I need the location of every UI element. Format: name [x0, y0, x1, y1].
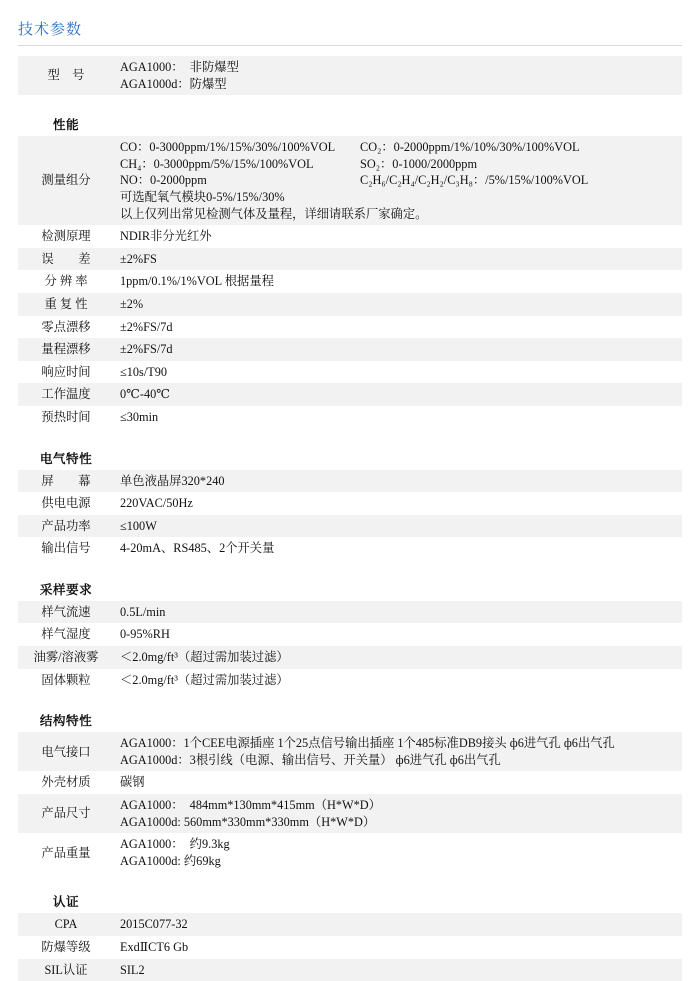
table-row-shell-material — [18, 771, 682, 794]
specifications-table — [18, 56, 682, 981]
section-title-certification: 认证 — [52, 895, 80, 910]
table-row-particulates — [18, 669, 682, 692]
table-row-output-signal — [18, 537, 682, 560]
row-value-ex-rating: ExdⅡCT6 Gb — [120, 940, 189, 954]
row-value-components — [114, 136, 682, 225]
row-label-electrical-interface: 电气接口 — [18, 732, 114, 771]
table-row-principle — [18, 225, 682, 248]
table-row-oil-mist — [18, 646, 682, 669]
row-label-model: 型 号 — [18, 56, 114, 95]
spacer — [18, 429, 682, 441]
component-co2: CO₂：0-2000ppm/1%/10%/30%/100%VOL — [360, 140, 580, 155]
interface-line-1: AGA1000：1个CEE电源插座 1个25点信号输出插座 1个485标准DB9接头 ф6进气孔 ф6出气孔 — [120, 736, 615, 751]
row-label-particulates: 固体颗粒 — [41, 672, 91, 687]
row-value-weight — [114, 833, 682, 872]
table-row-ex-rating — [18, 936, 682, 959]
section-header-electrical — [18, 441, 682, 470]
table-row-working-temperature — [18, 383, 682, 406]
components-row-2 — [120, 156, 676, 173]
row-value-warmup-time: ≤30min — [120, 409, 159, 424]
spacer — [18, 691, 682, 703]
row-label-cpa: CPA — [18, 913, 114, 936]
table-row-screen — [18, 470, 682, 493]
spacer — [18, 872, 682, 884]
table-row-sil — [18, 959, 682, 981]
table-row-resolution — [18, 270, 682, 293]
row-value-principle: NDIR非分光红外 — [120, 229, 212, 244]
table-row-power-rating — [18, 515, 682, 538]
row-label-shell-material: 外壳材质 — [41, 775, 91, 790]
row-label-weight: 产品重量 — [41, 845, 91, 860]
section-header-sampling — [18, 572, 682, 601]
component-so2: SO₂：0-1000/2000ppm — [360, 156, 478, 171]
components-row-1 — [120, 139, 676, 156]
row-value-response-time: ≤10s/T90 — [120, 364, 168, 379]
row-value-screen: 单色液晶屏320*240 — [114, 470, 682, 493]
row-value-sample-humidity: 0-95%RH — [120, 627, 170, 642]
components-note-2: 以上仅列出常见检测气体及量程，详细请联系厂家确定。 — [120, 206, 428, 221]
row-label-resolution: 分 辨 率 — [44, 274, 88, 289]
row-label-screen: 屏 幕 — [18, 470, 114, 493]
table-row-cpa — [18, 913, 682, 936]
table-row-dimensions — [18, 794, 682, 833]
row-value-sample-flow: 0.5L/min — [114, 601, 682, 624]
title-divider — [18, 45, 682, 46]
row-label-principle: 检测原理 — [41, 229, 91, 244]
row-value-span-drift: ±2%FS/7d — [114, 338, 682, 361]
row-value-cpa: 2015C077-32 — [114, 913, 682, 936]
table-row-power-supply — [18, 492, 682, 515]
section-header-performance — [18, 107, 682, 136]
row-label-sample-humidity: 样气湿度 — [41, 627, 91, 642]
components-note-1: 可选配氧气模块0-5%/15%/30% — [120, 189, 285, 204]
section-title-electrical: 电气特性 — [39, 451, 93, 466]
components-row-3 — [120, 172, 676, 189]
row-value-particulates: ＜2.0mg/ft³（超过需加装过滤） — [120, 672, 289, 687]
table-row-response-time — [18, 361, 682, 384]
model-line-1: AGA1000： 非防爆型 — [120, 60, 239, 74]
row-label-warmup-time: 预热时间 — [41, 409, 91, 424]
row-label-working-temperature: 工作温度 — [18, 383, 114, 406]
row-value-dimensions — [114, 794, 682, 833]
section-title-sampling: 采样要求 — [39, 582, 93, 597]
row-value-shell-material: 碳钢 — [120, 775, 145, 790]
interface-line-2: AGA1000d：3根引线（电源、输出信号、开关量） ф6进气孔 ф6出气孔 — [120, 752, 501, 767]
component-co: CO：0-3000ppm/1%/15%/30%/100%VOL — [120, 140, 336, 155]
row-label-zero-drift: 零点漂移 — [41, 319, 91, 334]
table-row-zero-drift — [18, 316, 682, 339]
row-label-sil: SIL认证 — [18, 959, 114, 981]
dimensions-line-1: AGA1000： 484mm*130mm*415mm（H*W*D） — [120, 798, 381, 813]
weight-line-2: AGA1000d: 约69kg — [120, 853, 221, 868]
table-row-warmup-time — [18, 406, 682, 429]
table-row-repeatability — [18, 293, 682, 316]
model-line-2: AGA1000d：防爆型 — [120, 76, 227, 91]
section-header-structure — [18, 703, 682, 732]
row-label-span-drift: 量程漂移 — [18, 338, 114, 361]
component-hydrocarbons: C₂H₆/C₂H₄/C₂H₂/C₃H₈：/5%/15%/100%VOL — [360, 173, 589, 188]
component-ch4: CH₄：0-3000ppm/5%/15%/100%VOL — [120, 156, 314, 171]
row-value-error: ±2%FS — [114, 248, 682, 271]
row-value-oil-mist: ＜2.0mg/ft³（超过需加装过滤） — [114, 646, 682, 669]
spacer — [18, 95, 682, 107]
row-value-sil: SIL2 — [114, 959, 682, 981]
table-row-model — [18, 56, 682, 95]
table-row-weight — [18, 833, 682, 872]
table-row-electrical-interface — [18, 732, 682, 771]
row-label-sample-flow: 样气流速 — [18, 601, 114, 624]
row-value-zero-drift: ±2%FS/7d — [120, 319, 173, 334]
table-row-error — [18, 248, 682, 271]
section-header-certification — [18, 884, 682, 913]
spacer — [18, 560, 682, 572]
row-label-output-signal: 输出信号 — [41, 541, 91, 556]
row-value-working-temperature: 0℃-40℃ — [114, 383, 682, 406]
row-value-electrical-interface — [114, 732, 682, 771]
row-label-components: 测量组分 — [18, 136, 114, 225]
row-value-power-supply: 220VAC/50Hz — [120, 496, 193, 511]
page-title: 技术参数 — [18, 21, 83, 38]
row-value-repeatability: ±2% — [114, 293, 682, 316]
table-row-sample-humidity — [18, 623, 682, 646]
table-row-components — [18, 136, 682, 225]
row-label-dimensions: 产品尺寸 — [18, 794, 114, 833]
component-no: NO：0-2000ppm — [120, 173, 207, 188]
row-label-response-time: 响应时间 — [41, 364, 91, 379]
dimensions-line-2: AGA1000d: 560mm*330mm*330mm（H*W*D） — [120, 814, 376, 829]
table-row-span-drift — [18, 338, 682, 361]
row-value-model — [114, 56, 682, 95]
table-row-sample-flow — [18, 601, 682, 624]
weight-line-1: AGA1000： 约9.3kg — [120, 837, 230, 852]
row-value-resolution: 1ppm/0.1%/1%VOL 根据量程 — [120, 274, 274, 289]
row-label-power-rating: 产品功率 — [18, 515, 114, 538]
section-title-performance: 性能 — [52, 118, 80, 133]
row-label-ex-rating: 防爆等级 — [41, 940, 91, 954]
row-label-repeatability: 重 复 性 — [18, 293, 114, 316]
section-title-structure: 结构特性 — [39, 714, 93, 729]
row-value-output-signal: 4-20mA、RS485、2个开关量 — [120, 541, 275, 556]
row-value-power-rating: ≤100W — [114, 515, 682, 538]
row-label-error: 误 差 — [18, 248, 114, 271]
row-label-oil-mist: 油雾/溶液雾 — [18, 646, 114, 669]
row-label-power-supply: 供电电源 — [41, 496, 91, 511]
